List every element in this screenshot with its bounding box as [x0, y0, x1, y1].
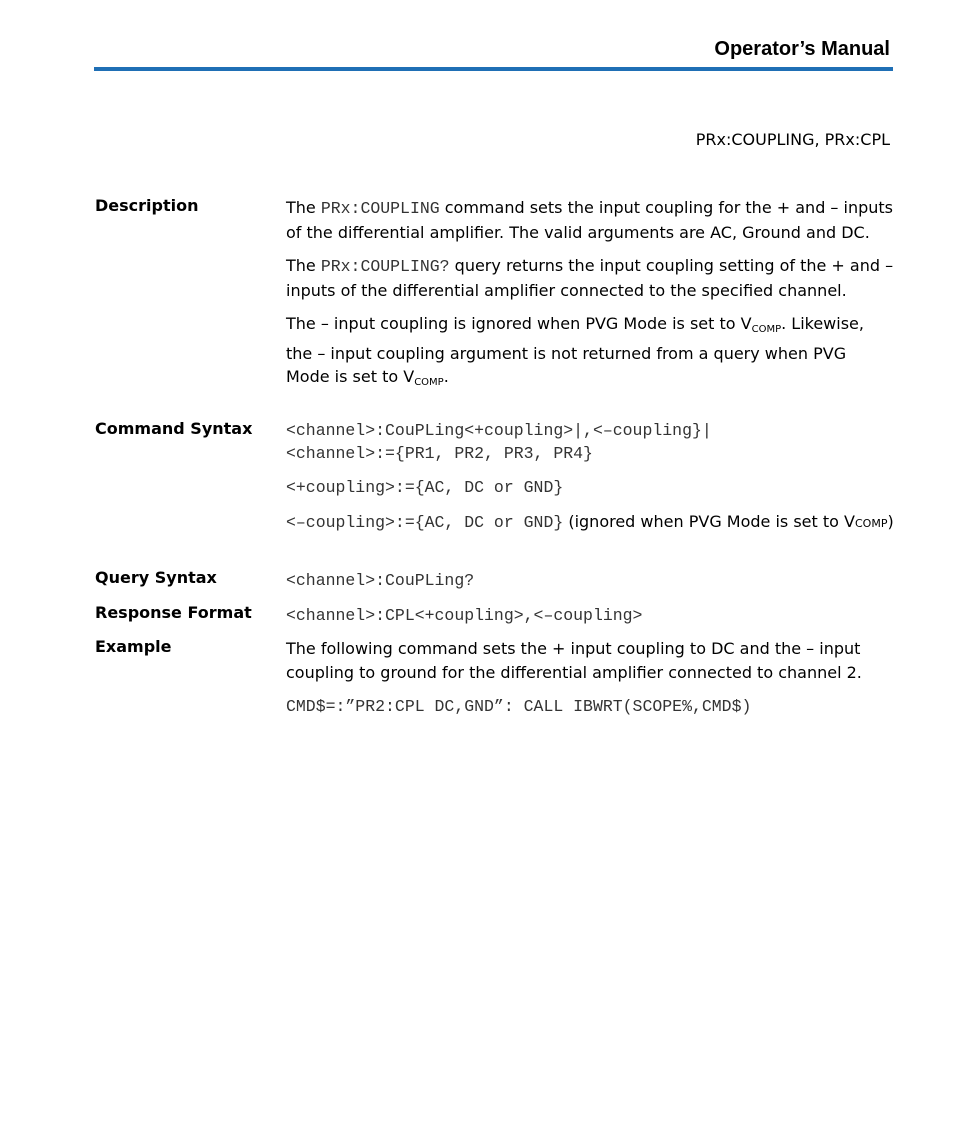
- text: The – input coupling is ignored when PVG Mode is set to V: [286, 314, 752, 333]
- example-label: Example: [95, 637, 172, 656]
- example-content: [286, 637, 894, 729]
- description-paragraph-3: [286, 312, 894, 395]
- syntax-line-4-code: <–coupling>:={AC, DC or GND}: [286, 512, 564, 532]
- text: The: [286, 256, 321, 275]
- command-syntax-block: [286, 419, 894, 465]
- syntax-line-3: <+coupling>:={AC, DC or GND}: [286, 478, 564, 497]
- query-syntax-label: Query Syntax: [95, 568, 217, 587]
- text: (ignored when PVG Mode is set to V: [563, 511, 855, 531]
- description-content: [286, 196, 894, 405]
- command-syntax-label: Command Syntax: [95, 419, 253, 438]
- page-header-title: Operator’s Manual: [714, 38, 890, 60]
- syntax-line-2: <channel>:={PR1, PR2, PR3, PR4}: [286, 444, 593, 463]
- text: . Likewise, the – input coupling argument is not returned from a query when PVG Mode is set to V: [286, 314, 864, 386]
- syntax-line-3-paragraph: [286, 475, 894, 500]
- response-format-content: [286, 603, 894, 628]
- command-syntax-content: [286, 419, 894, 545]
- response-format-value: <channel>:CPL<+coupling>,<–coupling>: [286, 606, 643, 625]
- inline-code: PRx:COUPLING?: [320, 257, 450, 276]
- text: The: [286, 198, 321, 217]
- small-caps-subscript: COMP: [854, 516, 888, 530]
- example-code: CMD$=:”PR2:CPL DC,GND”: CALL IBWRT(SCOPE%,CMD$): [286, 697, 752, 716]
- description-label: Description: [95, 196, 199, 215]
- description-paragraph-1: [286, 196, 894, 244]
- header-divider: [94, 67, 893, 71]
- example-text: The following command sets the + input coupling to DC and the – input coupling to ground for the differential amplifier connected to channel 2.: [286, 639, 862, 682]
- text: .: [443, 367, 449, 386]
- query-syntax-content: [286, 568, 894, 593]
- response-format-label: Response Format: [95, 603, 252, 622]
- syntax-line-4-paragraph: [286, 510, 894, 536]
- subscript: COMP: [751, 324, 782, 335]
- description-paragraph-2: [286, 254, 894, 302]
- query-syntax-value: <channel>:CouPLing?: [286, 571, 475, 590]
- subscript: COMP: [414, 377, 444, 388]
- example-code-paragraph: [286, 694, 894, 719]
- text: ): [887, 511, 894, 531]
- text: query returns the input coupling setting of the + and – inputs of the differential amplifier connected to the specified channel.: [286, 256, 894, 300]
- text: command sets the input coupling for the + and – inputs of the differential amplifier. The valid arguments are AC, Ground and DC.: [286, 198, 894, 242]
- syntax-line-1: <channel>:CouPLing<+coupling>|,<–coupling}|: [286, 421, 712, 440]
- inline-code: PRx:COUPLING: [320, 199, 440, 218]
- section-reference: PRx:COUPLING, PRx:CPL: [695, 130, 890, 149]
